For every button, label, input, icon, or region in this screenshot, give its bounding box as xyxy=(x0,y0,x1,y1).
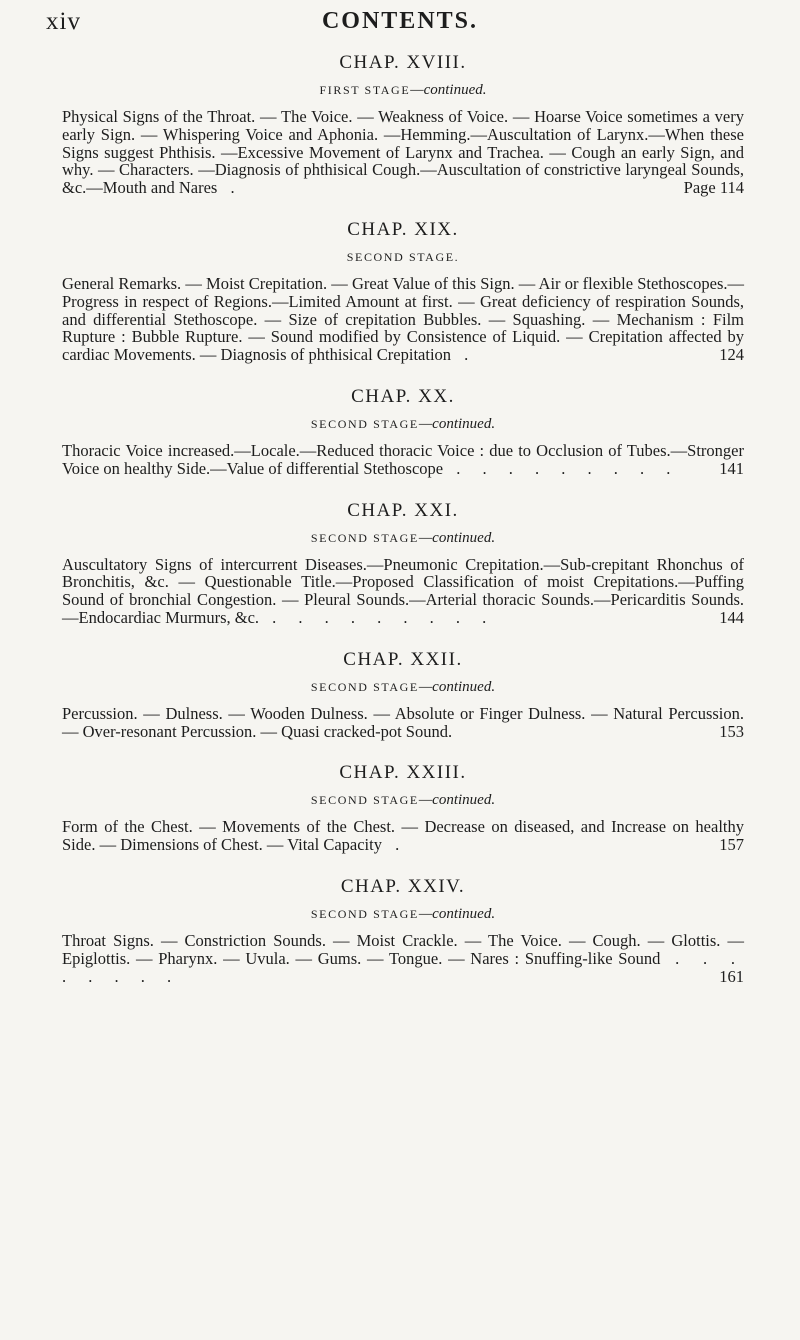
chapter-entry xyxy=(62,762,744,854)
chapter-summary xyxy=(62,275,744,364)
chapter-summary xyxy=(62,442,744,478)
stage-suffix: —continued. xyxy=(418,415,496,432)
stage-heading xyxy=(62,249,744,266)
chapter-summary xyxy=(62,108,744,197)
stage-heading xyxy=(62,82,744,99)
stage-label: SECOND STAGE xyxy=(310,416,419,431)
page-reference: 153 xyxy=(719,721,744,741)
summary-text: General Remarks. — Moist Crepitation. — Great Value of this Sign. — Air or flexible Stethoscopes.—Progress in respect of Regions.—Limited Amount at first. — Great deficiency of respiration Sounds, and differential Stethoscope. — Size of crepitation Bubbles. — Squashing. — Mechanism : Film Rupture : Bubble Rupture. — Sound modified by Consistence of Liquid. — Crepitation affected by cardiac Movements. — Diagnosis of phthisical Crepitation xyxy=(62,273,744,365)
chapter-title: CHAP. XVIII. xyxy=(339,52,467,73)
chapter-entry xyxy=(62,386,744,478)
running-header xyxy=(0,6,800,36)
stage-heading xyxy=(62,792,744,809)
stage-heading xyxy=(62,416,744,433)
stage-label: SECOND STAGE xyxy=(310,530,419,545)
contents-list xyxy=(62,52,744,985)
dot-leader: . . . . . . . . . xyxy=(259,607,496,627)
page-number: xiv xyxy=(46,8,81,35)
stage-label: SECOND STAGE xyxy=(310,906,419,921)
chapter-entry xyxy=(62,876,744,985)
summary-text: Thoracic Voice increased.—Locale.—Reduced thoracic Voice : due to Occlusion of Tubes.—Stronger Voice on healthy Side.—Value of differential Stethoscope xyxy=(62,440,744,478)
chapter-summary xyxy=(62,932,744,985)
chapter-summary xyxy=(62,556,744,627)
dot-leader: . xyxy=(381,835,409,855)
chapter-summary xyxy=(62,818,744,854)
chapter-title: CHAP. XXI. xyxy=(347,499,459,521)
stage-heading xyxy=(62,906,744,923)
chapter-title: CHAP. XXII. xyxy=(343,648,463,670)
summary-text: Form of the Chest. — Movements of the Chest. — Decrease on diseased, and Increase on healthy Side. — Dimensions of Chest. — Vital Capacity xyxy=(62,817,744,855)
page-reference: 144 xyxy=(719,607,744,627)
page-reference: 124 xyxy=(719,345,744,365)
chapter-title: CHAP. XIX. xyxy=(347,218,459,240)
chapter-entry xyxy=(62,219,744,364)
running-title: CONTENTS. xyxy=(321,8,479,34)
stage-suffix: —continued. xyxy=(418,905,496,922)
dot-leader: . xyxy=(451,345,478,365)
chapter-summary xyxy=(62,705,744,741)
stage-suffix: —continued. xyxy=(410,82,487,98)
stage-suffix: —continued. xyxy=(418,529,496,546)
page-reference: Page 114 xyxy=(683,178,744,198)
dot-leader: . xyxy=(217,178,244,198)
stage-label: SECOND STAGE xyxy=(310,679,419,694)
summary-text: Auscultatory Signs of intercurrent Diseases.—Pneumonic Crepitation.—Sub-crepitant Rhonchus of Bronchitis, &c. — Questionable Title.—Proposed Classification of moist Crepitations.—Puffing Sound of bronchial Congestion. — Pleural Sounds.—Arterial thoracic Sounds.—Pericarditis Sounds. —Endocardiac Murmurs, &c. xyxy=(62,554,744,627)
summary-text: Throat Signs. — Constriction Sounds. — Moist Crackle. — The Voice. — Cough. — Glottis. — Epiglottis. — Pharynx. — Uvula. — Gums. — Tongue. — Nares : Snuffing-like Sound xyxy=(62,930,744,968)
page-reference: 157 xyxy=(719,835,744,855)
chapter-entry xyxy=(62,649,744,741)
summary-text: Physical Signs of the Throat. — The Voice. — Weakness of Voice. — Hoarse Voice sometimes a very early Sign. — Whispering Voice and Aphonia. —Hemming.—Auscultation of Larynx.—When these Signs suggest Phthisis. —Excessive Movement of Larynx and Trachea. — Cough an early Sign, and why. — Characters. —Diagnosis of phthisical Cough.—Auscultation of constrictive laryngeal Sounds, &c.—Mouth and Nares xyxy=(62,107,744,198)
summary-text: Percussion. — Dulness. — Wooden Dulness. — Absolute or Finger Dulness. — Natural Percussion. — Over-resonant Percussion. — Quasi cracked-pot Sound. xyxy=(62,703,744,741)
stage-heading xyxy=(62,530,744,547)
chapter-entry xyxy=(62,500,744,627)
stage-heading xyxy=(62,679,744,696)
dot-leader: . . . . . . . . . xyxy=(443,458,680,478)
chapter-entry xyxy=(62,52,744,197)
stage-label: FIRST STAGE xyxy=(319,83,411,97)
stage-suffix: —continued. xyxy=(418,678,496,695)
stage-suffix: —continued. xyxy=(418,792,496,809)
chapter-title: CHAP. XXIV. xyxy=(340,875,466,897)
page-reference: 161 xyxy=(719,966,744,986)
stage-label: SECOND STAGE xyxy=(310,793,419,808)
chapter-title: CHAP. XX. xyxy=(351,385,455,407)
dot-leader: . . . . . . . . xyxy=(62,948,745,986)
stage-label: SECOND STAGE. xyxy=(346,249,460,264)
chapter-title: CHAP. XXIII. xyxy=(339,762,467,784)
page-reference: 141 xyxy=(719,458,744,478)
